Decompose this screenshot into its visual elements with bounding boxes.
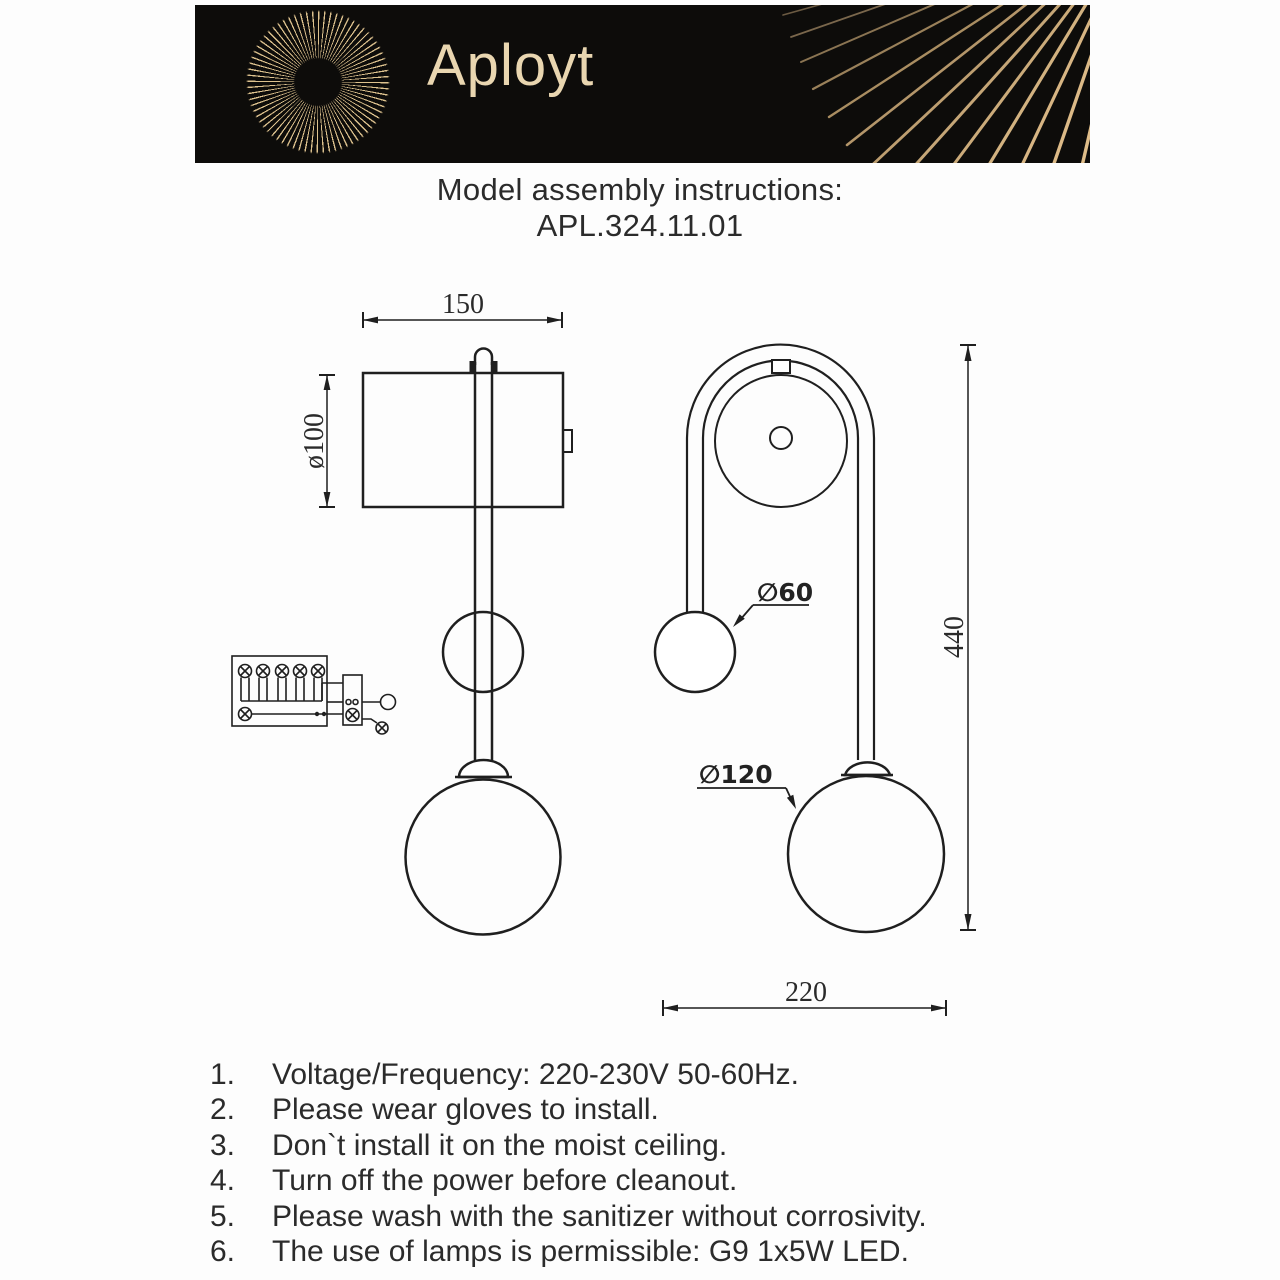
- wiring-diagram: [232, 656, 396, 734]
- item-text: Don`t install it on the moist ceiling.: [272, 1128, 728, 1162]
- list-item: [205, 1199, 927, 1234]
- dimension-220: [663, 977, 946, 1016]
- callout-d60: [733, 578, 813, 627]
- dim-label-150: 150: [442, 289, 484, 320]
- side-connector: [563, 430, 572, 452]
- page-title: Model assembly instructions:: [436, 172, 844, 207]
- item-text: Please wash with the sanitizer without corrosivity.: [272, 1199, 927, 1233]
- item-number: 1.: [210, 1058, 236, 1091]
- dim-label-440: 440: [939, 616, 970, 658]
- list-item: [205, 1057, 927, 1092]
- dimension-440: [939, 345, 976, 930]
- wall-plate-hole: [770, 427, 792, 449]
- arch-outer: [687, 345, 874, 760]
- lamp-symbol-icon: [381, 695, 396, 710]
- item-number: 3.: [210, 1128, 236, 1162]
- item-text: The use of lamps is permissible: G9 1x5W LED.: [272, 1234, 909, 1268]
- dimension-150: [363, 289, 562, 328]
- socket-front: [841, 762, 893, 775]
- top-clip: [772, 360, 790, 373]
- instructions-list: [205, 1057, 927, 1269]
- socket: [455, 760, 512, 777]
- callout-d120: [697, 760, 796, 809]
- arch-inner: [703, 361, 858, 761]
- item-number: 4.: [210, 1164, 236, 1198]
- mount-box: [363, 373, 563, 507]
- middle-sphere: [443, 612, 523, 692]
- brand-banner: [195, 5, 1090, 163]
- glass-globe: [406, 780, 561, 935]
- item-text: Please wear gloves to install.: [272, 1093, 659, 1127]
- dim-label-d100: ø100: [299, 413, 330, 469]
- list-item: [205, 1163, 927, 1198]
- item-number: 5.: [210, 1199, 236, 1233]
- rod: [470, 349, 498, 765]
- decorative-rays-icon: [195, 5, 1090, 163]
- item-text: Voltage/Frequency: 220-230V 50-60Hz.: [272, 1058, 800, 1091]
- dimension-d100: [299, 375, 335, 507]
- item-text: Turn off the power before cleanout.: [272, 1164, 738, 1198]
- item-number: 2.: [210, 1093, 236, 1127]
- technical-drawing: [0, 280, 1280, 1070]
- list-item: [205, 1092, 927, 1127]
- brand-wordmark: Aployt: [427, 33, 595, 98]
- terminal-screws-icon: [239, 665, 325, 702]
- label-d60: ∅60: [757, 578, 814, 607]
- list-item: [205, 1234, 927, 1269]
- glass-globe-front: [788, 776, 944, 932]
- wall-plate: [715, 375, 847, 507]
- small-ball: [655, 612, 735, 692]
- side-view-drawing: [299, 289, 572, 935]
- item-number: 6.: [210, 1234, 236, 1268]
- label-d120: ∅120: [699, 760, 773, 789]
- model-number: APL.324.11.01: [536, 208, 744, 243]
- dim-label-220: 220: [785, 977, 827, 1008]
- heading-block: [0, 172, 1280, 244]
- front-view-drawing: [655, 345, 976, 1016]
- list-item: [205, 1128, 927, 1163]
